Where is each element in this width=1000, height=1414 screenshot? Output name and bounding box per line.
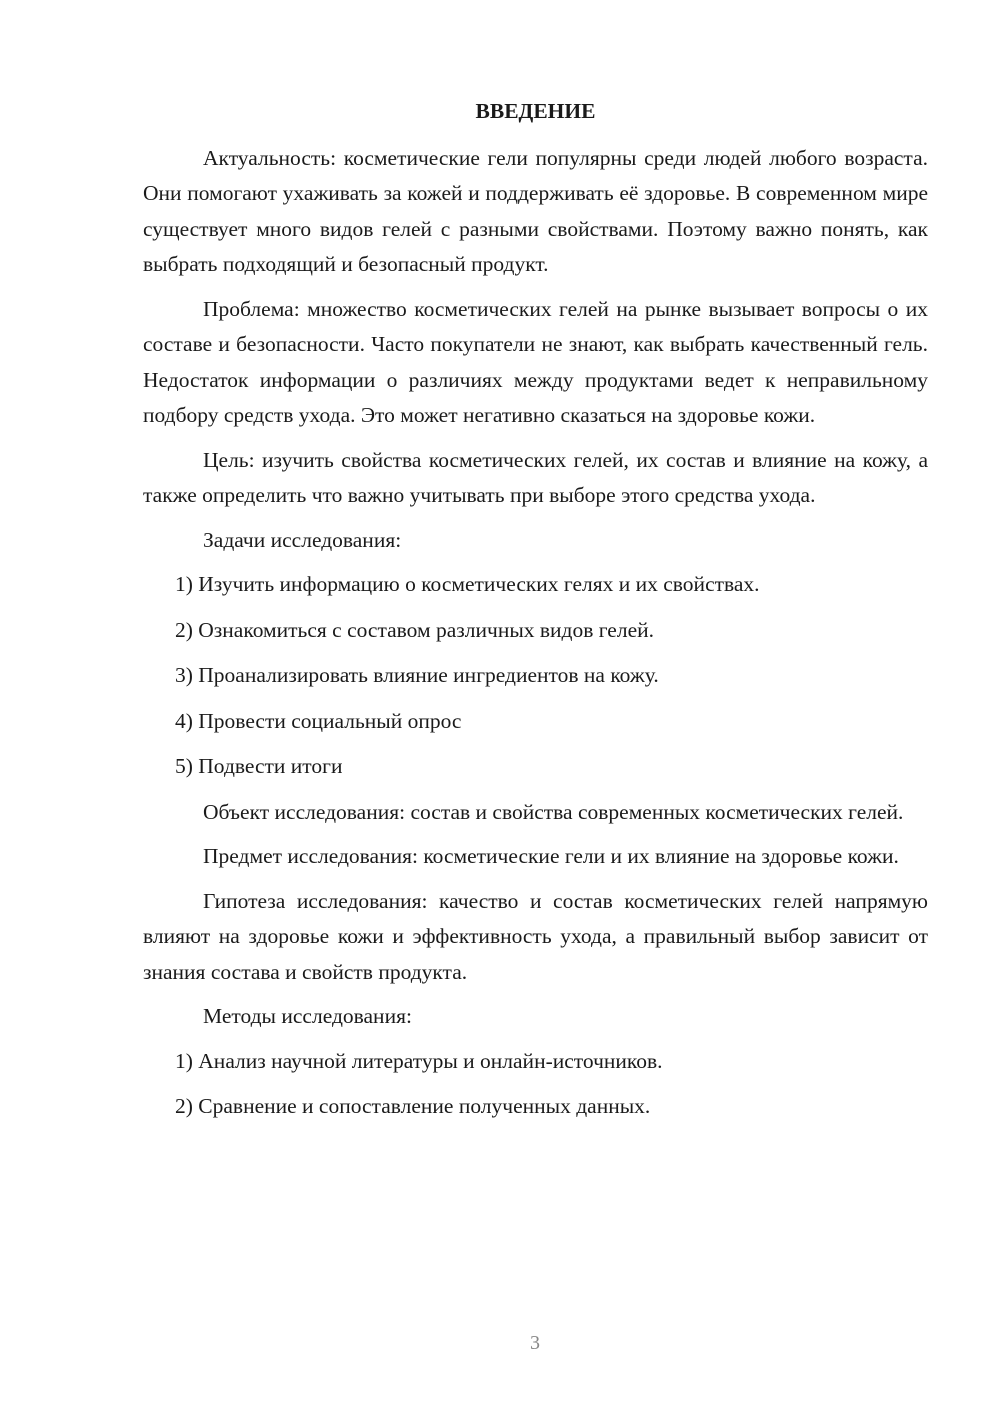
page-number: 3 bbox=[530, 1332, 540, 1354]
task-item: 1) Изучить информацию о косметических гелях и их свойствах. bbox=[175, 572, 760, 596]
methods-list bbox=[143, 1044, 928, 1125]
tasks-heading: Задачи исследования: bbox=[203, 527, 402, 552]
method-item: 1) Анализ научной литературы и онлайн-источников. bbox=[175, 1048, 663, 1073]
problem-paragraph: Проблема: множество косметических гелей на рынке вызывает вопросы о их составе и безопасности. Часто покупатели не знают, как выбрать качественный гель. Недостаток информации о различиях между продуктами ведет к неправильному подбору средств ухода. Это может негативно сказаться на здоровье кожи. bbox=[143, 296, 928, 427]
task-item: 2) Ознакомиться с составом различных видов гелей. bbox=[175, 617, 654, 642]
task-item: 3) Проанализировать влияние ингредиентов на кожу. bbox=[175, 663, 659, 687]
subject-paragraph: Предмет исследования: косметические гели и их влияние на здоровье кожи. bbox=[203, 844, 899, 868]
task-item: 4) Провести социальный опрос bbox=[175, 708, 462, 733]
method-item: 2) Сравнение и сопоставление полученных данных. bbox=[175, 1094, 651, 1118]
section-title: ВВЕДЕНИЕ bbox=[475, 99, 596, 123]
methods-heading: Методы исследования: bbox=[203, 1004, 412, 1028]
hypothesis-paragraph: Гипотеза исследования: качество и состав косметических гелей напрямую влияют на здоровье кожи и эффективность ухода, а правильный выбор зависит от знания состава и свойств продукта. bbox=[143, 888, 928, 984]
document-page bbox=[143, 94, 928, 1135]
goal-paragraph: Цель: изучить свойства косметических гелей, их состав и влияние на кожу, а также определить что важно учитывать при выборе этого средства ухода. bbox=[143, 447, 928, 507]
tasks-list bbox=[143, 567, 928, 785]
task-item: 5) Подвести итоги bbox=[175, 754, 343, 778]
relevance-paragraph: Актуальность: косметические гели популярны среди людей любого возраста. Они помогают ухаживать за кожей и поддерживать её здоровье. В современном мире существует много видов гелей с разными свойствами. Поэтому важно понять, как выбрать подходящий и безопасный продукт. bbox=[143, 145, 928, 276]
object-paragraph: Объект исследования: состав и свойства современных косметических гелей. bbox=[203, 799, 904, 824]
